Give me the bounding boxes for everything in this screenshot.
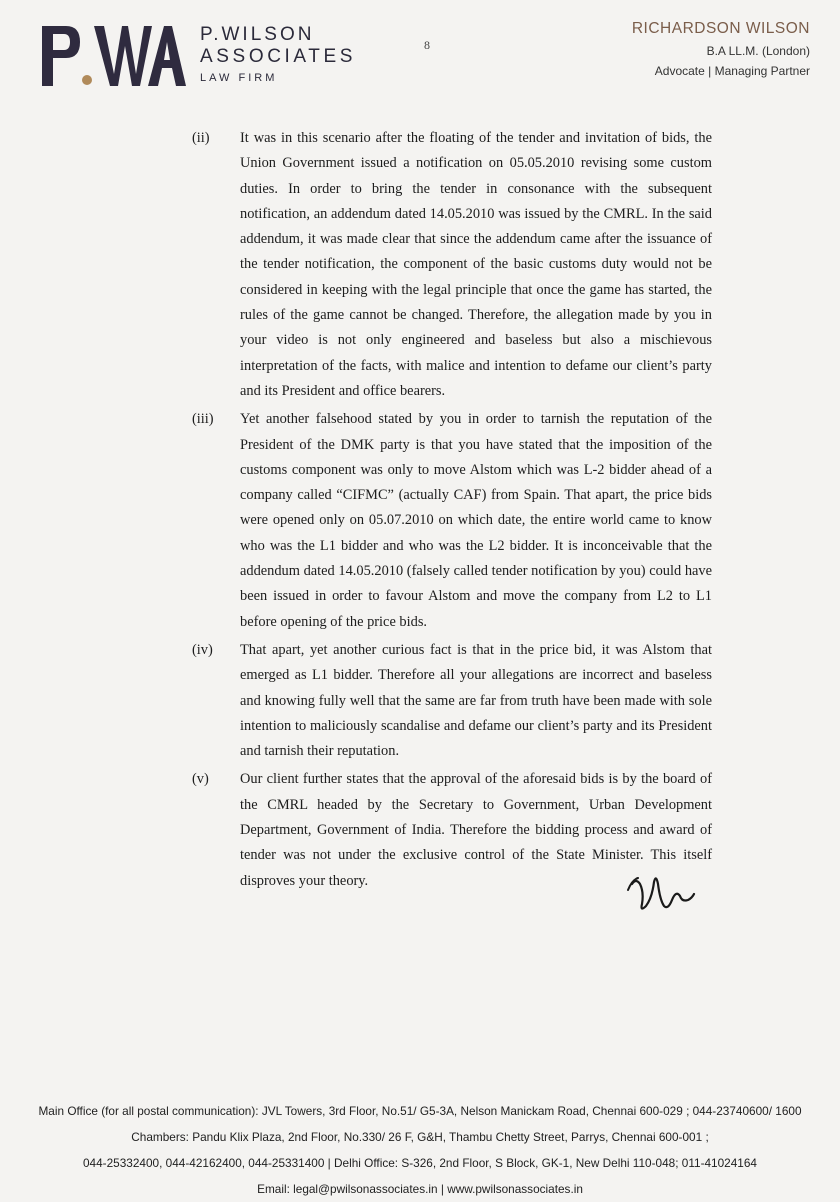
footer-main-office: Main Office (for all postal communication): JVL Towers, 3rd Floor, No.51/ G5-3A, Nelson Manickam Road, Chennai 600-029 ; 044-23740600/ 1600 <box>38 1104 802 1118</box>
clause-number: (ii) <box>192 130 210 146</box>
partner-role: Advocate | Managing Partner <box>654 64 810 78</box>
firm-name-line2: ASSOCIATES <box>200 46 357 67</box>
clause-number: (iii) <box>192 411 214 428</box>
firm-name-block <box>200 24 356 84</box>
footer-chambers: Chambers: Pandu Klix Plaza, 2nd Floor, No.330/ 26 F, G&H, Thambu Chetty Street, Parrys, Chennai 600-001 ; <box>131 1130 709 1144</box>
firm-tagline: LAW FIRM <box>200 72 278 84</box>
firm-name-line1: P.WILSON <box>200 24 315 45</box>
clause-text: It was in this scenario after the floating of the tender and invitation of bids, the Union Government issued a notification on 05.05.2010 revising some custom duties. In order to bring the tender in consonance with the subsequent notification, an addendum dated 14.05.2010 was issued by the CMRL. In the said addendum, it was made clear that since the addendum came after the issuance of the tender notification, the component of the basic customs duty would not be considered in keeping with the legal principle that once the game has started, the rules of the game cannot be changed. Therefore, the allegation made by you in your video is not only engineered and baseless but also a mischievous interpretation of the facts, with malice and intention to defame our client’s party and its President and office bearers. <box>240 130 712 399</box>
firm-logo <box>40 20 186 90</box>
letterhead-footer <box>16 1098 824 1202</box>
clause-iv <box>192 638 712 764</box>
footer-phones-delhi-office: 044-25332400, 044-42162400, 044-25331400 | Delhi Office: S-326, 2nd Floor, S Block, GK-1, New Delhi 110-048; 011-41024164 <box>83 1156 757 1170</box>
clause-iii <box>192 407 712 635</box>
page-number: 8 <box>424 38 430 52</box>
footer-contact: Email: legal@pwilsonassociates.in | www.pwilsonassociates.in <box>257 1182 583 1196</box>
signature-initials <box>626 870 696 916</box>
partner-block <box>632 20 810 78</box>
partner-degree: B.A LL.M. (London) <box>706 44 810 58</box>
clause-number: (v) <box>192 771 209 788</box>
clause-list <box>192 126 712 894</box>
clause-number: (iv) <box>192 641 213 658</box>
clause-text: That apart, yet another curious fact is that in the price bid, it was Alstom that emerged as L1 bidder. Therefore all your allegations are incorrect and baseless and knowing fully well that the same are far from truth have been made with sole intention to maliciously scandalise and defame our client’s party and its President and tarnish their reputation. <box>240 641 712 760</box>
clause-text: Our client further states that the approval of the aforesaid bids is by the board of the CMRL headed by the Secretary to Government, Urban Development Department, Government of India. Therefore the bidding process and award of tender was not under the exclusive control of the State Minister. This itself disproves your theory. <box>240 771 712 889</box>
partner-name: RICHARDSON WILSON <box>631 20 810 37</box>
clause-text: Yet another falsehood stated by you in order to tarnish the reputation of the President of the DMK party is that you have stated that the imposition of the customs component was only to move Alstom which was L-2 bidder ahead of a company called “CIFMC” (actually CAF) from Spain. That apart, the price bids were opened only on 05.07.2010 on which date, the entire world came to know who was the L1 bidder and who was the L2 bidder. It is inconceivable that the addendum dated 14.05.2010 (falsely called tender notification by you) could have been issued in order to favour Alstom and move the company from L2 to L1 before opening of the price bids. <box>240 411 712 630</box>
clause-ii <box>192 126 712 404</box>
